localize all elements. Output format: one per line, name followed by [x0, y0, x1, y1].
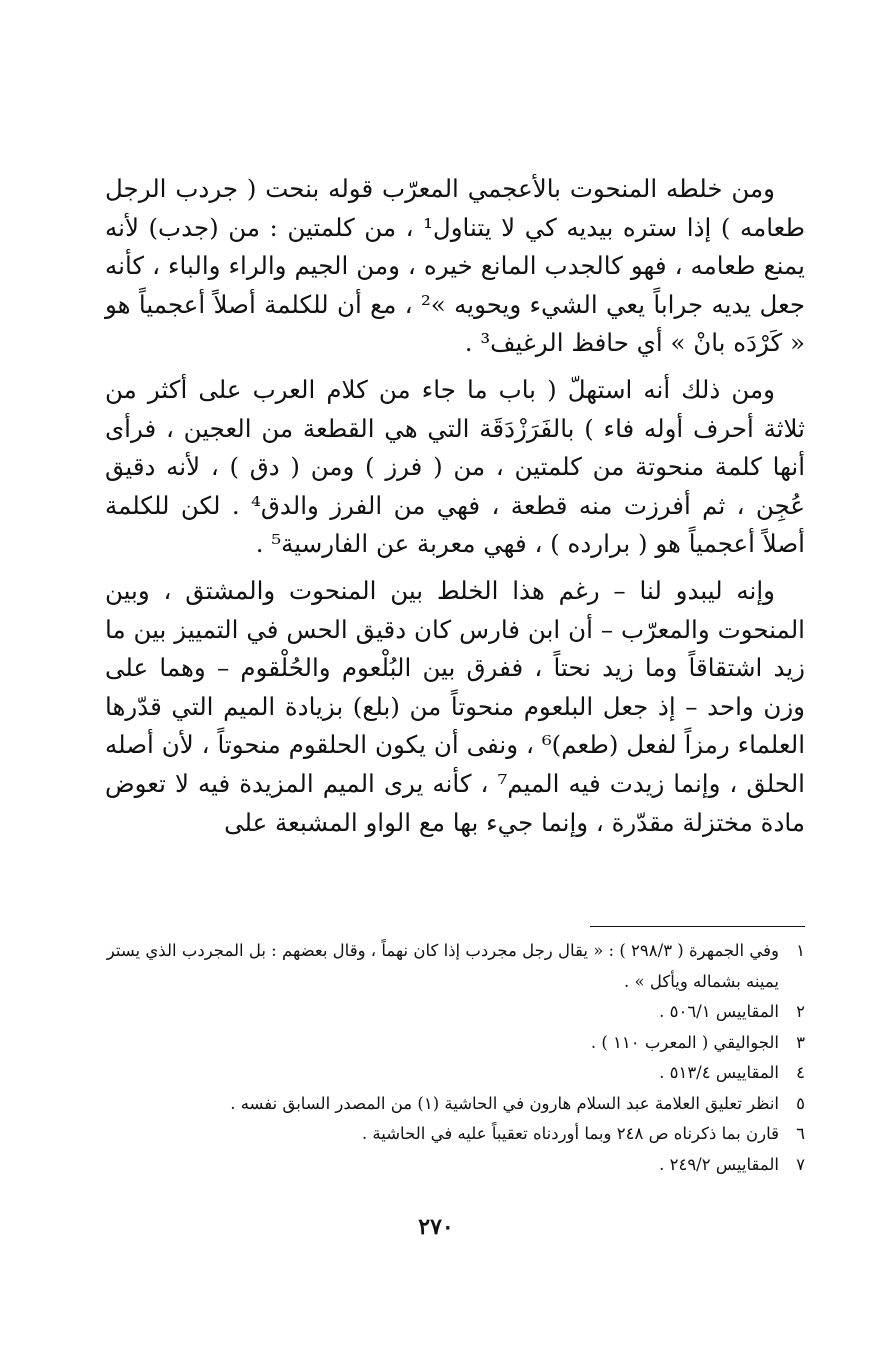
footnote-2: [105, 997, 805, 1028]
page-number: ٢٧٠: [418, 1214, 454, 1240]
paragraph-3: وإنه ليبدو لنا – رغم هذا الخلط بين المنحوت والمشتق ، وبين المنحوت والمعرّب – أن ابن فارس كان دقيق الحس في التمييز بين ما زيد اشتقاقاً وما زيد نحتاً ، ففرق بين البُلْعوم والحُلْقوم – وهما على وزن واحد – إذ جعل البلعوم منحوتاً من (بلع) بزيادة الميم التي قدّرها العلماء رمزاً لفعل (طعم)⁶ ، ونفى أن يكون الحلقوم منحوتاً ، لأن أصله الحلق ، وإنما زيدت فيه الميم⁷ ، كأنه يرى الميم المزيدة فيه لا تعوض مادة مختزلة مقدّرة ، وإنما جيء بها مع الواو المشبعة على: [105, 575, 806, 837]
paragraph-2: ومن ذلك أنه استهلّ ( باب ما جاء من كلام العرب على أكثر من ثلاثة أحرف أوله فاء ) بالفَرَزْدَقَة التي هي القطعة من العجين ، فرأى أنها كلمة منحوتة من كلمتين ، من ( فرز ) ومن ( دق ) ، لأنه دقيق عُجِن ، ثم أفرزت منه قطعة ، فهي من الفرز والدق⁴ . لكن للكلمة أصلاً أعجمياً هو ( برارده ) ، فهي معربة عن الفارسية⁵ .: [105, 374, 806, 559]
footnote-text: المقاييس ٥٠٦/١ .: [659, 1002, 779, 1021]
paragraph-1: ومن خلطه المنحوت بالأعجمي المعرّب قوله بنحت ( جردب الرجل طعامه ) إذا ستره بيديه كي لا يتناول¹ ، من كلمتين : من (جدب) لأنه يمنع طعامه ، فهو كالجدب المانع خيره ، ومن الجيم والراء والباء ، كأنه جعل يديه جراباً يعي الشيء ويحويه »² ، مع أن للكلمة أصلاً أعجمياً هو « كَرْدَه بانْ » أي حافظ الرغيف³ .: [105, 174, 806, 358]
footnote-7: [105, 1150, 805, 1181]
footnote-number: ٥: [796, 1093, 805, 1113]
footnote-divider: [590, 926, 805, 927]
footnote-4: [105, 1058, 805, 1089]
footnotes: [105, 936, 805, 1180]
footnote-text: المقاييس ٥١٣/٤ .: [659, 1063, 779, 1082]
footnote-text: المقاييس ٢٤٩/٢ .: [659, 1154, 779, 1174]
footnote-number: ٣: [796, 1032, 805, 1052]
footnote-5: [105, 1089, 805, 1120]
footnote-number: ٧: [796, 1154, 805, 1174]
footnote-6: [105, 1119, 805, 1150]
footnote-text: انظر تعليق العلامة عبد السلام هارون في الحاشية (١) من المصدر السابق نفسه .: [230, 1093, 779, 1113]
footnote-text: وفي الجمهرة ( ٢٩٨/٣ ) : « يقال رجل مجردب إذا كان نهماً ، وقال بعضهم : بل المجردب الذي يستر يمينه بشماله ويأكل » .: [106, 941, 779, 991]
footnote-number: ١: [796, 941, 805, 960]
footnote-text: الجواليقي ( المعرب ١١٠ ) .: [590, 1032, 779, 1052]
footnote-number: ٤: [796, 1063, 805, 1082]
footnote-1: [105, 936, 805, 997]
main-text: [105, 170, 805, 850]
footnote-3: [105, 1028, 805, 1059]
footnote-text: قارن بما ذكرناه ص ٢٤٨ وبما أوردناه تعقيباً عليه في الحاشية .: [361, 1124, 779, 1143]
footnote-number: ٦: [796, 1124, 805, 1143]
footnote-number: ٢: [796, 1002, 805, 1021]
